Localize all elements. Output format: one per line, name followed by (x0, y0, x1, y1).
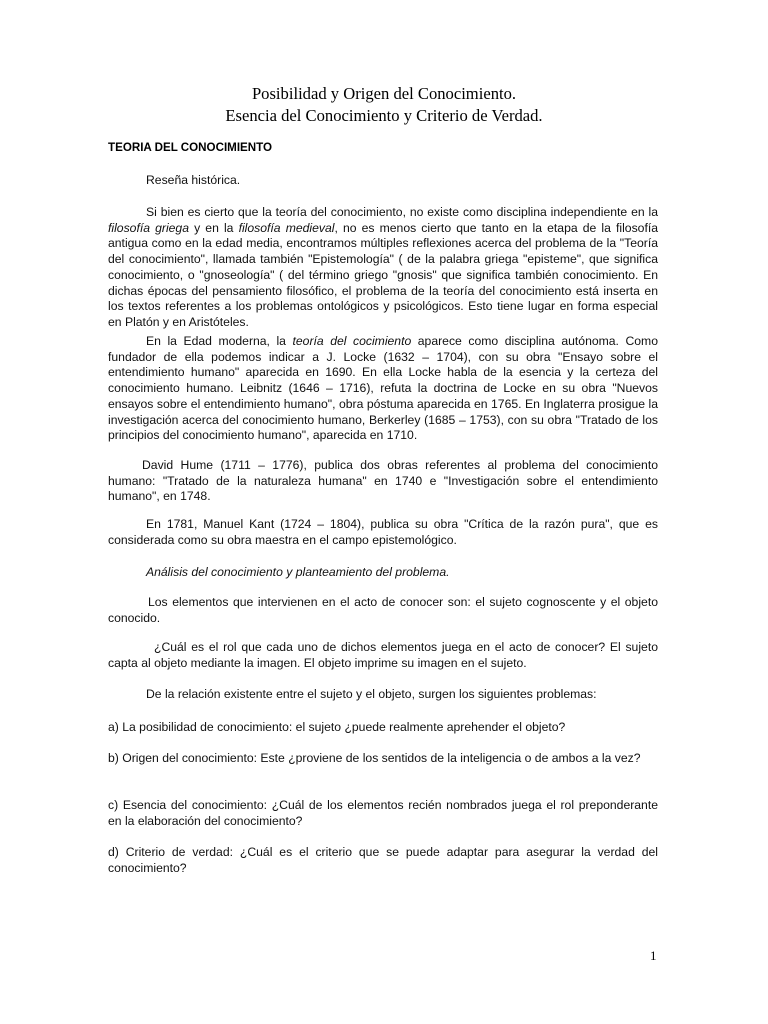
paragraph-4 (108, 517, 658, 548)
paragraph-2-italic-1: teoría del cocimiento (292, 334, 412, 348)
paragraph-2 (108, 334, 658, 444)
list-item-b (108, 751, 658, 767)
subheading-resena (108, 173, 658, 189)
list-item-d-text: d) Criterio de verdad: ¿Cuál es el criterio que se puede adaptar para asegurar la verdad del conocimiento? (108, 845, 658, 875)
paragraph-3 (108, 458, 658, 505)
paragraph-5 (108, 595, 658, 626)
paragraph-1-text-a: Si bien es cierto que la teoría del conocimiento, no existe como disciplina independiente en la (146, 205, 658, 219)
page-number: 1 (650, 948, 657, 963)
paragraph-2-text-b: aparece como disciplina autónoma. Como fundador de ella podemos indicar a J. Locke (1632 – 1704), con su obra "Ensayo sobre el entendimiento humano" aparecida en 1690. En ella Locke habla de la esencia y la certeza del conocimiento humano. Leibnitz (1646 – 1716), refuta la doctrina de Locke en su obra "Nuevos ensayos sobre el entendimiento humano", obra póstuma aparecida en 1765. En Inglaterra prosigue la investigación acerca del conocimiento humano, Berkerley (1685 – 1753), con su obra "Tratado de los principios del conocimiento humano", aparecida en 1710. (108, 334, 658, 443)
paragraph-1-italic-2: filosofía medieval (238, 220, 335, 235)
paragraph-7-text: De la relación existente entre el sujeto y el objeto, surgen los siguientes problemas: (146, 687, 597, 701)
list-item-d (108, 845, 658, 876)
subheading-analisis (108, 565, 658, 581)
paragraph-6-text: ¿Cuál es el rol que cada uno de dichos elementos juega en el acto de conocer? El sujeto capta al objeto mediante la imagen. El objeto imprime su imagen en el sujeto. (108, 640, 658, 670)
paragraph-2-text-a: En la Edad moderna, la (146, 334, 293, 348)
document-title-line-1: Posibilidad y Origen del Conocimiento. (251, 84, 517, 103)
subheading-resena-text: Reseña histórica. (146, 173, 241, 187)
list-item-a-text: a) La posibilidad de conocimiento: el sujeto ¿puede realmente aprehender el objeto? (108, 720, 566, 734)
paragraph-1-text-c: , no es menos cierto que tanto en la etapa de la filosofía antigua como en la edad media, encontramos múltiples reflexiones acerca del problema de la "Teoría del conocimiento", llamada también "Epistemología" ( de la palabra griega "episteme", que significa conocimiento, o "gnoseología" ( del término griego "gnosis" que significa también conocimiento. En dichas épocas del pensamiento filosófico, el problema de la teoría del conocimiento está inserta en los textos referentes a los problemas ontológicos y psicológicos. Esto tiene lugar en forma especial en Platón y en Aristóteles. (108, 220, 658, 329)
list-item-c (108, 798, 658, 829)
paragraph-4-text: En 1781, Manuel Kant (1724 – 1804), publica su obra "Crítica de la razón pura", que es considerada como su obra maestra en el campo epistemológico. (108, 517, 658, 547)
subheading-analisis-text: Análisis del conocimiento y planteamiento del problema. (146, 565, 450, 579)
list-item-b-text: b) Origen del conocimiento: Este ¿proviene de los sentidos de la inteligencia o de ambos a la vez? (108, 751, 641, 765)
paragraph-7 (108, 687, 658, 703)
paragraph-1 (108, 205, 658, 331)
document-title-line-2: Esencia del Conocimiento y Criterio de Verdad. (225, 106, 543, 125)
paragraph-6 (108, 640, 658, 671)
paragraph-1-text-b: y en la (189, 220, 239, 235)
section-heading: TEORIA DEL CONOCIMIENTO (108, 141, 273, 154)
paragraph-5-text: Los elementos que intervienen en el acto de conocer son: el sujeto cognoscente y el objeto conocido. (108, 595, 658, 625)
list-item-a (108, 720, 658, 736)
list-item-c-text: c) Esencia del conocimiento: ¿Cuál de los elementos recién nombrados juega el rol preponderante en la elaboración del conocimiento? (108, 798, 658, 828)
paragraph-3-text: David Hume (1711 – 1776), publica dos obras referentes al problema del conocimiento humano: "Tratado de la naturaleza humana" en 1740 e "Investigación sobre el entendimiento humano", en 1748. (108, 458, 658, 504)
paragraph-1-italic-1: filosofía griega (108, 220, 189, 235)
